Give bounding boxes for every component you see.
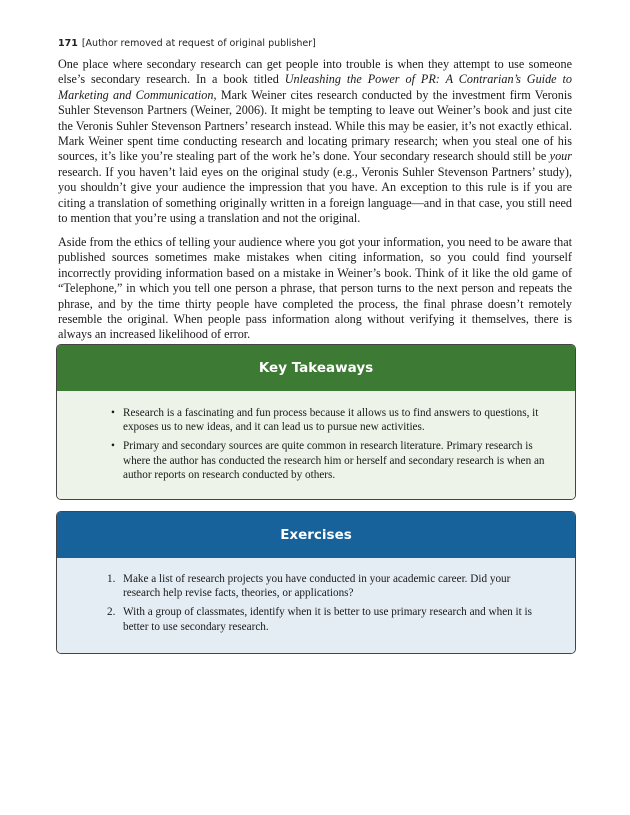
key-takeaways-body: [57, 391, 575, 499]
key-takeaways-title: Key Takeaways: [57, 345, 575, 391]
item-text: With a group of classmates, identify when it is better to use primary research and when it is better to use secondary research.: [123, 606, 533, 633]
page-number: 171: [58, 38, 78, 49]
item-number: 2.: [107, 606, 116, 619]
list-item: • Research is a fascinating and fun process because it allows us to find answers to questions, it exposes us to new ideas, and it can lead us to pursue new activities.: [123, 406, 545, 434]
list-item: [107, 572, 545, 600]
exercises-title: Exercises: [57, 512, 575, 558]
paragraph-citation-mistakes: Aside from the ethics of telling your audience where you got your information, you need to be aware that published sources sometimes make mistakes when citing information, so you could find yourself incorrectly providing information based on a mistake in Weiner’s book. Think of it like the old game of “Telephone,” in which you tell one person a phrase, that person turns to the next person and repeats the phrase, and by the time thirty people have completed the process, the final phrase doesn’t remotely resemble the original. When people pass information along without verifying it themselves, there is always an increased likelihood of error.: [58, 235, 572, 342]
paragraph-text: One place where secondary research can get people into trouble is when they attempt to use someone else’s secondary research. In a book titled: [58, 57, 572, 87]
item-text: Make a list of research projects you have conducted in your academic career. Did your research help revise facts, theories, or applications?: [123, 573, 511, 600]
item-number: 1.: [107, 573, 116, 585]
exercises-box: [56, 511, 576, 654]
paragraph-text: research. If you haven’t laid eyes on the original study (e.g., Veronis Suhler Stevenson Partners’ study), you shouldn’t give your audience the impression that you have. An exception to this rule is if you are citing a translation of something originally written in a foreign language—and in that case, you still need to mention that you’re using a translation and not the original.: [58, 164, 572, 226]
paragraph-secondary-research: [58, 57, 572, 226]
running-title: [Author removed at request of original publisher]: [81, 38, 316, 49]
running-header: [58, 38, 316, 49]
list-item: • Primary and secondary sources are quite common in research literature. Primary research is where the author has conducted the research him or herself and secondary research is when an author reports on research conducted by others.: [123, 439, 545, 482]
paragraph-text: , Mark Weiner cites research conducted by the investment firm Veronis Suhler Stevenson Partners (Weiner, 2006). It might be tempting to leave out Weiner’s book and just cite the Veronis Suhler Stevenson Partners’ research instead. While this may be easier, it’s not exactly ethical. Mark Weiner spent time conducting research and locating primary research; when you steal one of his sources, it’s like you’re stealing part of the work he’s done. Your secondary research should still be: [58, 87, 572, 164]
list-item: [107, 605, 545, 633]
book-title: Unleashing the Power of PR: A Contrarian’s Guide to Marketing and Communication: [58, 72, 572, 102]
key-takeaways-box: [56, 344, 576, 500]
exercises-body: [57, 558, 575, 653]
key-takeaways-list: [57, 391, 575, 482]
exercises-list: [57, 558, 575, 634]
emphasis-word: your: [549, 149, 572, 164]
